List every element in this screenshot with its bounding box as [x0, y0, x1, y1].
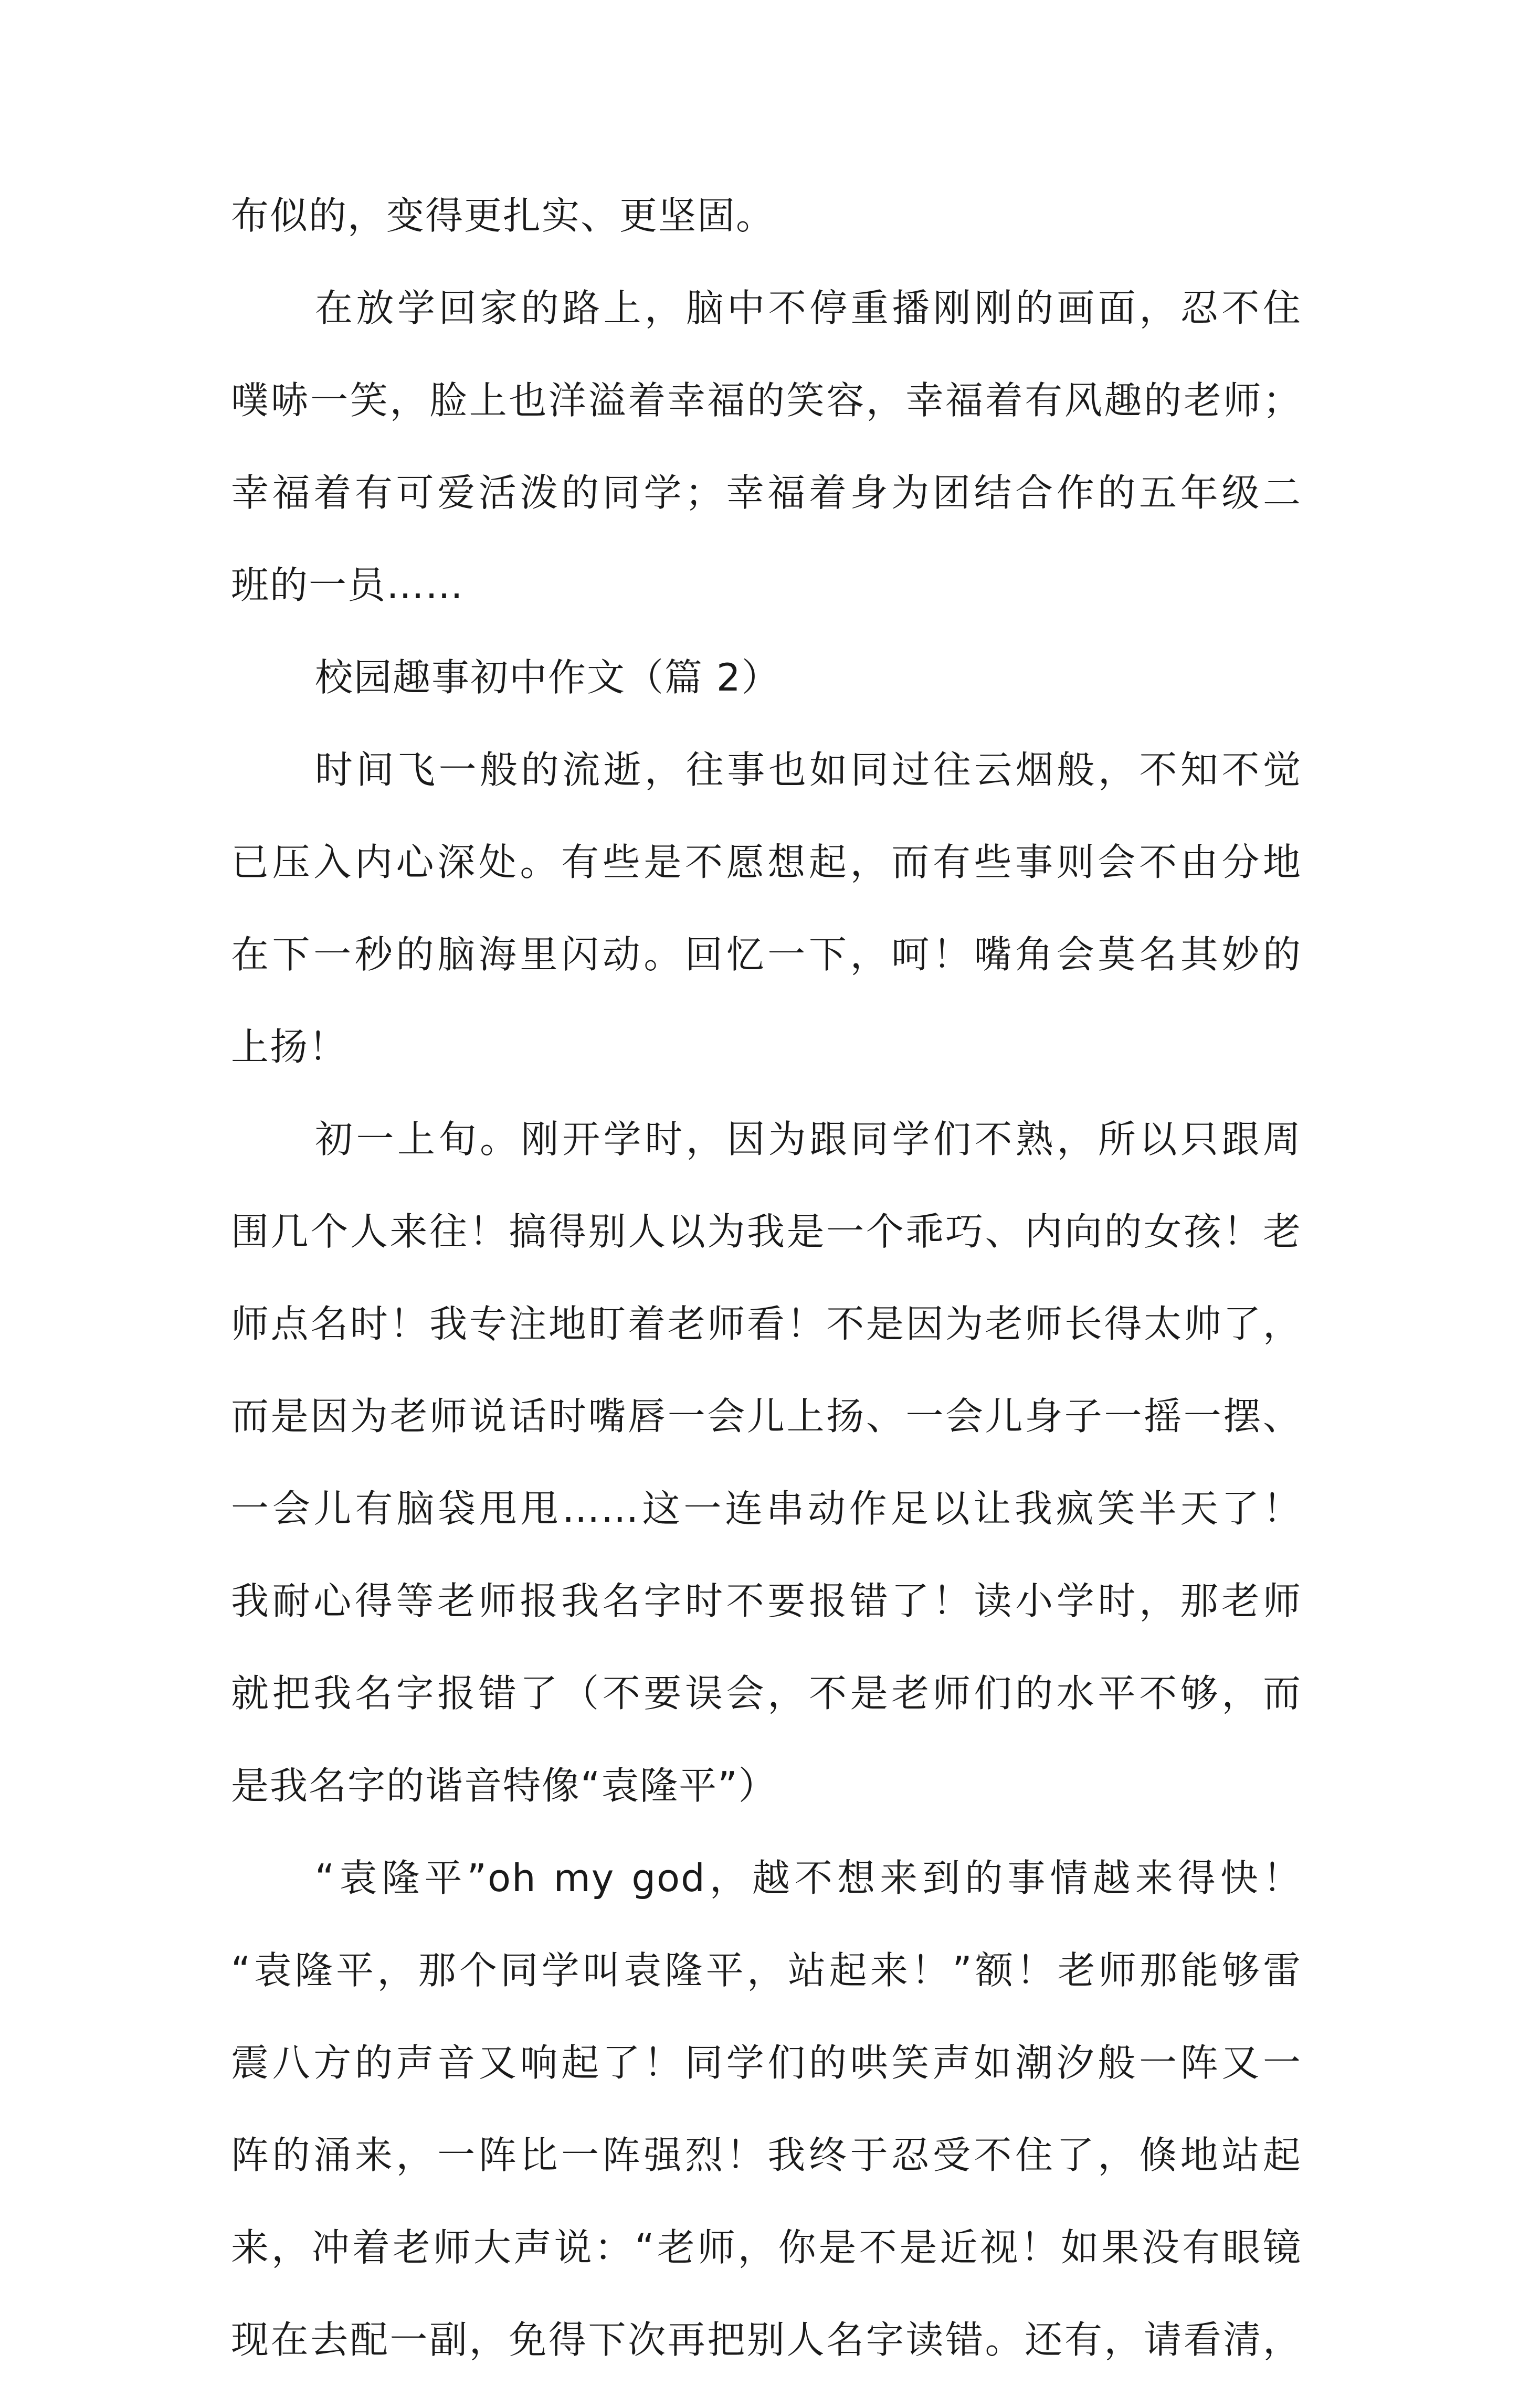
text-line: 已压入内心深处。有些是不愿想起，而有些事则会不由分地 [231, 840, 1302, 884]
text-line: 阵的涌来，一阵比一阵强烈！我终于忍受不住了，倏地站起 [231, 2133, 1302, 2177]
text-line: 一会儿有脑袋甩甩……这一连串动作足以让我疯笑半天了！ [231, 1487, 1302, 1531]
text-line: 我耐心得等老师报我名字时不要报错了！读小学时，那老师 [231, 1579, 1302, 1623]
text-line: 初一上旬。刚开学时，因为跟同学们不熟，所以只跟周 [315, 1117, 1302, 1161]
text-line: 震八方的声音又响起了！同学们的哄笑声如潮汐般一阵又一 [231, 2041, 1302, 2085]
text-line: 现在去配一副，免得下次再把别人名字读错。还有，请看清， [231, 2318, 1302, 2362]
text-line: 上扬！ [231, 1025, 348, 1069]
text-line: 时间飞一般的流逝，往事也如同过往云烟般，不知不觉 [315, 748, 1302, 792]
section-heading: 校园趣事初中作文（篇 2） [315, 655, 780, 699]
text-line: 布似的，变得更扎实、更坚固。 [231, 194, 775, 238]
text-line: 而是因为老师说话时嘴唇一会儿上扬、一会儿身子一摇一摆、 [231, 1394, 1302, 1438]
text-line: 围几个人来往！搞得别人以为我是一个乖巧、内向的女孩！老 [231, 1210, 1302, 1254]
text-line: 班的一员…… [231, 563, 465, 607]
text-line: 噗哧一笑，脸上也洋溢着幸福的笑容，幸福着有风趣的老师； [231, 378, 1302, 422]
text-line: 幸福着有可爱活泼的同学；幸福着身为团结合作的五年级二 [231, 471, 1302, 515]
text-line: 在下一秒的脑海里闪动。回忆一下，呵！嘴角会莫名其妙的 [231, 932, 1302, 977]
text-line: 师点名时！我专注地盯着老师看！不是因为老师长得太帅了， [231, 1302, 1302, 1346]
text-line: 来，冲着老师大声说：“老师，你是不是近视！如果没有眼镜 [231, 2225, 1302, 2269]
text-line: “袁隆平，那个同学叫袁隆平，站起来！”额！老师那能够雷 [231, 1948, 1302, 1992]
text-line: 就把我名字报错了（不要误会，不是老师们的水平不够，而 [231, 1671, 1302, 1715]
document-body [231, 192, 1302, 2408]
text-line: 在放学回家的路上，脑中不停重播刚刚的画面，忍不住 [315, 286, 1302, 330]
text-line: “袁隆平”oh my god，越不想来到的事情越来得快！ [315, 1856, 1302, 1900]
text-line: 是我名字的谐音特像“袁隆平”） [231, 1764, 777, 1808]
